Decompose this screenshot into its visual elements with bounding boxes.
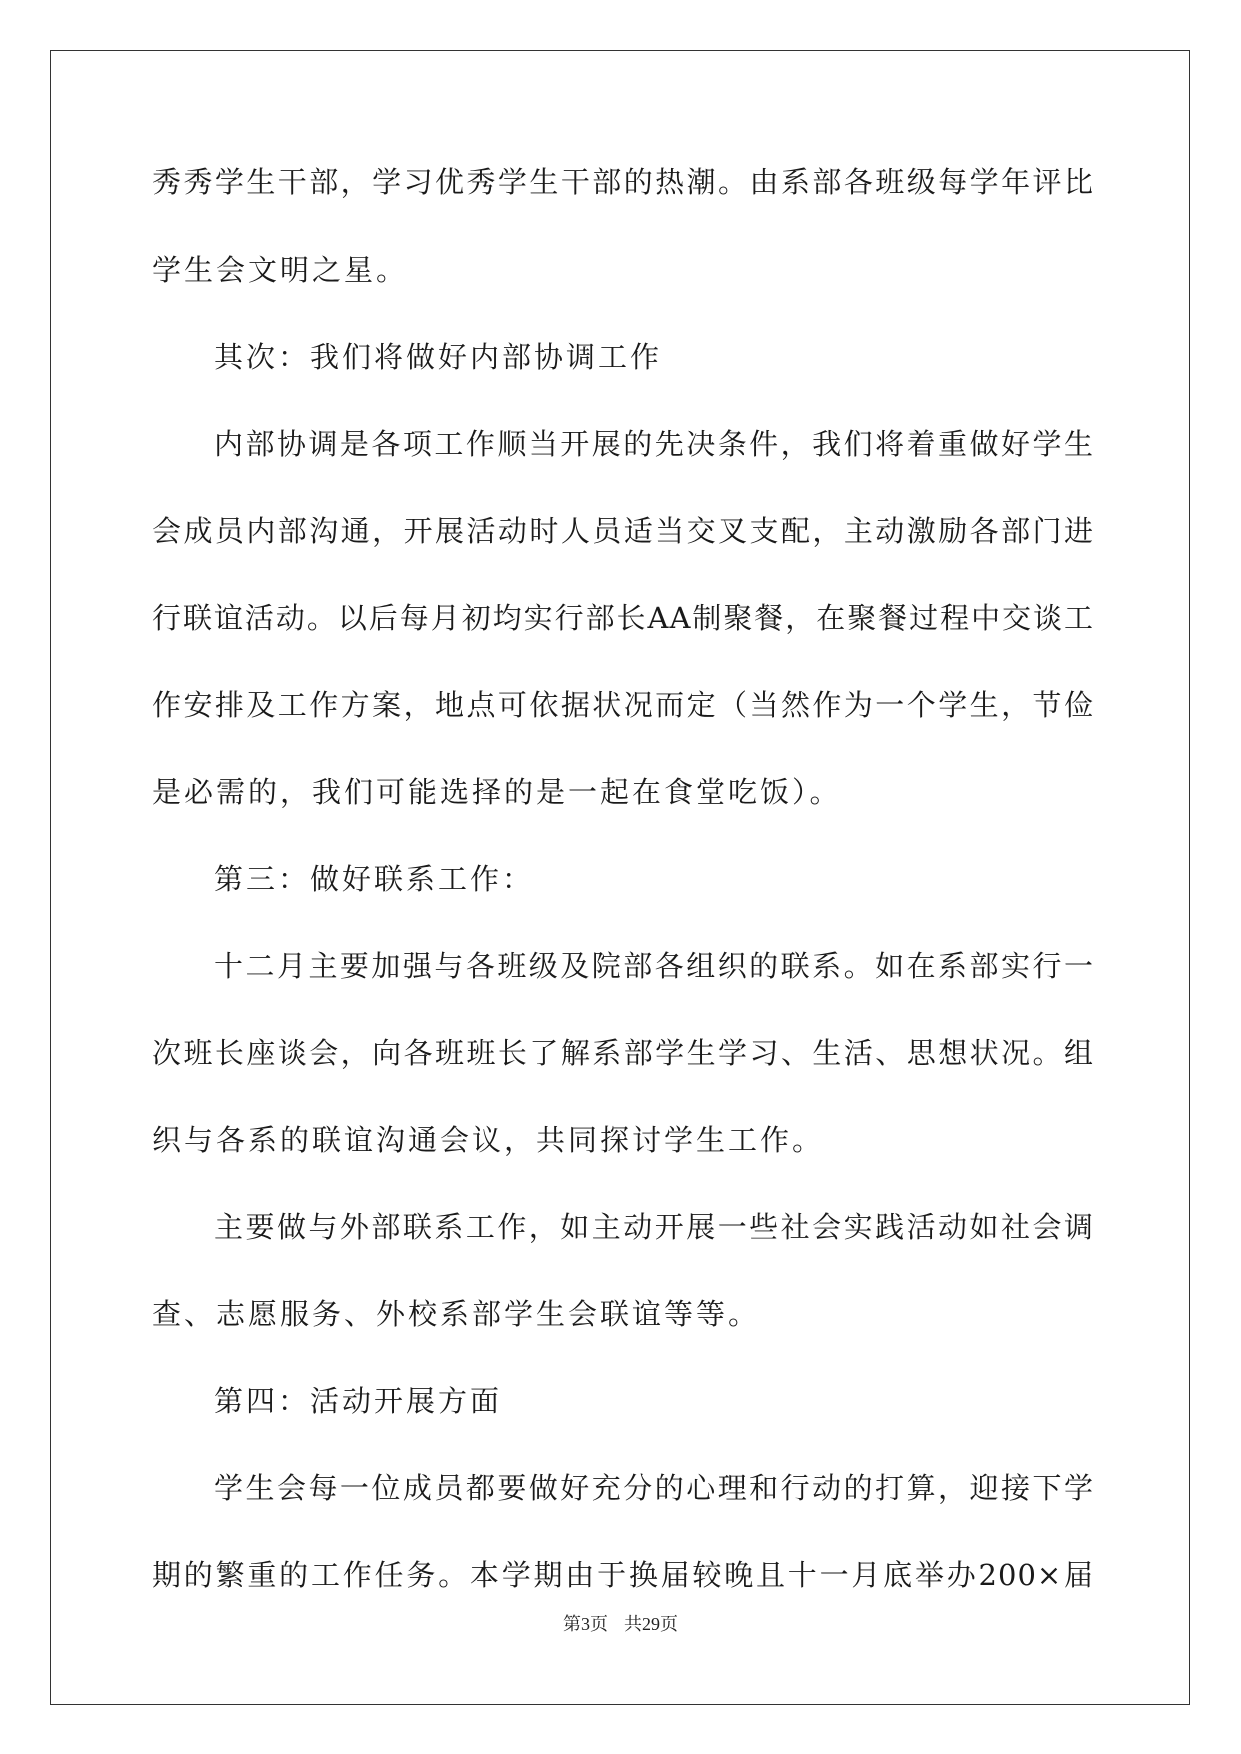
page-total: 共29页 bbox=[624, 1614, 678, 1634]
text-line-14: 查、志愿服务、外校系部学生会联谊等等。 bbox=[152, 1297, 761, 1331]
text-line-6: 行联谊活动。以后每月初均实行部长AA制聚餐，在聚餐过程中交谈工 bbox=[152, 601, 1094, 635]
text-line-4: 内部协调是各项工作顺当开展的先决条件，我们将着重做好学生 bbox=[214, 427, 1094, 461]
text-line-8: 是必需的，我们可能选择的是一起在食堂吃饭）。 bbox=[152, 775, 842, 809]
text-line-17: 期的繁重的工作任务。本学期由于换届较晚且十一月底举办200×届 bbox=[152, 1558, 1094, 1592]
text-line-9: 第三：做好联系工作： bbox=[214, 862, 535, 896]
page-footer bbox=[0, 1610, 1241, 1638]
text-line-2: 学生会文明之星。 bbox=[152, 253, 409, 287]
page-number: 第3页 bbox=[563, 1614, 608, 1634]
text-line-12: 织与各系的联谊沟通会议，共同探讨学生工作。 bbox=[152, 1123, 825, 1157]
text-line-11: 次班长座谈会，向各班班长了解系部学生学习、生活、思想状况。组 bbox=[152, 1036, 1094, 1070]
text-line-13: 主要做与外部联系工作，如主动开展一些社会实践活动如社会调 bbox=[214, 1210, 1094, 1244]
text-line-15: 第四：活动开展方面 bbox=[214, 1384, 503, 1418]
text-line-16: 学生会每一位成员都要做好充分的心理和行动的打算，迎接下学 bbox=[214, 1471, 1094, 1505]
text-line-3: 其次：我们将做好内部协调工作 bbox=[214, 340, 663, 374]
text-line-1: 秀秀学生干部，学习优秀学生干部的热潮。由系部各班级每学年评比 bbox=[152, 165, 1094, 199]
text-line-10: 十二月主要加强与各班级及院部各组织的联系。如在系部实行一 bbox=[214, 949, 1094, 983]
text-line-5: 会成员内部沟通，开展活动时人员适当交叉支配，主动激励各部门进 bbox=[152, 514, 1094, 548]
text-line-7: 作安排及工作方案，地点可依据状况而定（当然作为一个学生，节俭 bbox=[152, 688, 1094, 722]
